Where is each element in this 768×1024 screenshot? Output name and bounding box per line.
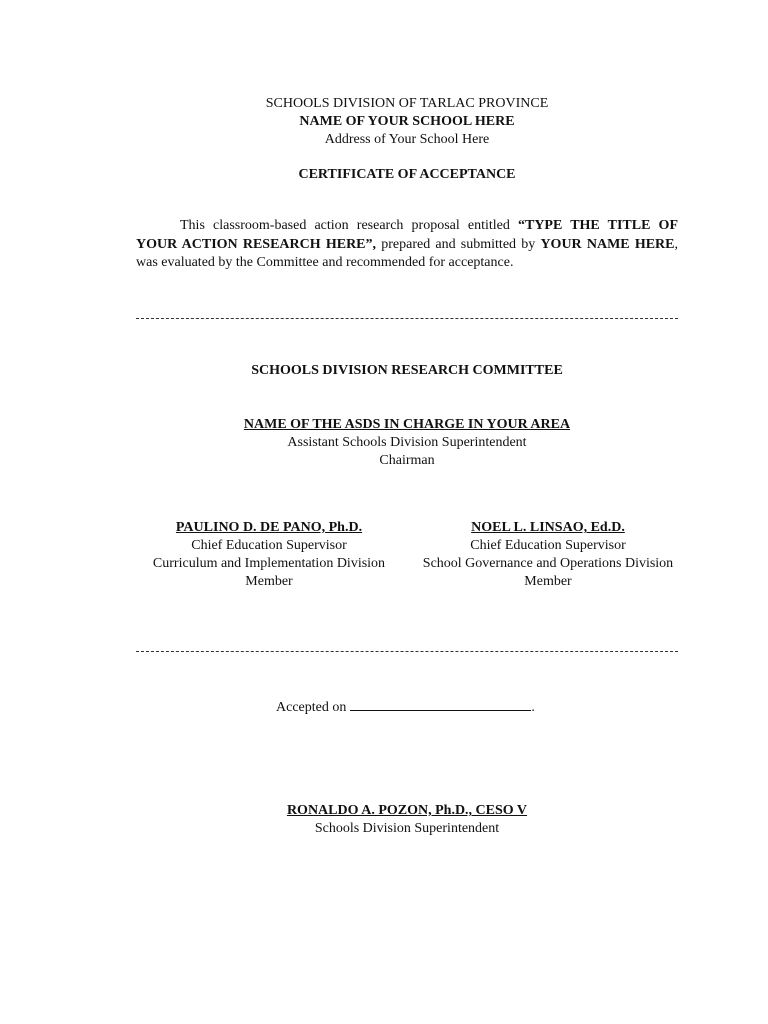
dashed-divider [136,318,678,319]
research-title-placeholder: “TYPE THE TITLE OF YOUR ACTION RESEARCH HERE”, [136,218,678,252]
accepted-on-label: Accepted on [276,700,347,715]
member-position: Chief Education Supervisor [191,538,347,553]
body-intro: This classroom-based action research proposal entitled [180,218,518,233]
school-address: Address of Your School Here [324,132,490,147]
author-name-placeholder: YOUR NAME HERE [540,236,675,252]
superintendent-signatory [136,802,678,838]
member-name: NOEL L. LINSAO, Ed.D. [471,520,625,535]
member-division: School Governance and Operations Division [422,556,674,571]
letterhead [136,95,678,149]
body-closing-text: , was evaluated by the Committee and recommended for acceptance. [136,236,679,270]
member-role: Member [524,574,572,589]
member-division: Curriculum and Implementation Division [152,556,386,571]
superintendent-position: Schools Division Superintendent [314,821,500,836]
school-name: NAME OF YOUR SCHOOL HERE [299,114,515,129]
member-role: Member [245,574,293,589]
committee-title: SCHOOLS DIVISION RESEARCH COMMITTEE [251,363,563,378]
dashed-divider [136,651,678,652]
date-blank-line [350,696,531,711]
acceptance-line [276,696,576,717]
division-name: SCHOOLS DIVISION OF TARLAC PROVINCE [265,96,549,111]
chairman-signatory [136,416,678,470]
member-signatory [412,519,684,591]
chairman-position: Assistant Schools Division Superintendent [287,435,527,450]
member-signatory [136,519,402,591]
superintendent-name: RONALDO A. POZON, Ph.D., CESO V [286,803,528,818]
body-prepared-text: prepared and submitted by [376,236,541,252]
member-name: PAULINO D. DE PANO, Ph.D. [175,520,363,535]
member-position: Chief Education Supervisor [470,538,626,553]
acceptance-period: . [531,700,535,715]
chairman-role: Chairman [379,453,435,468]
certificate-title: CERTIFICATE OF ACCEPTANCE [298,167,516,182]
certificate-body [136,217,678,273]
chairman-name: NAME OF THE ASDS IN CHARGE IN YOUR AREA [243,417,571,432]
